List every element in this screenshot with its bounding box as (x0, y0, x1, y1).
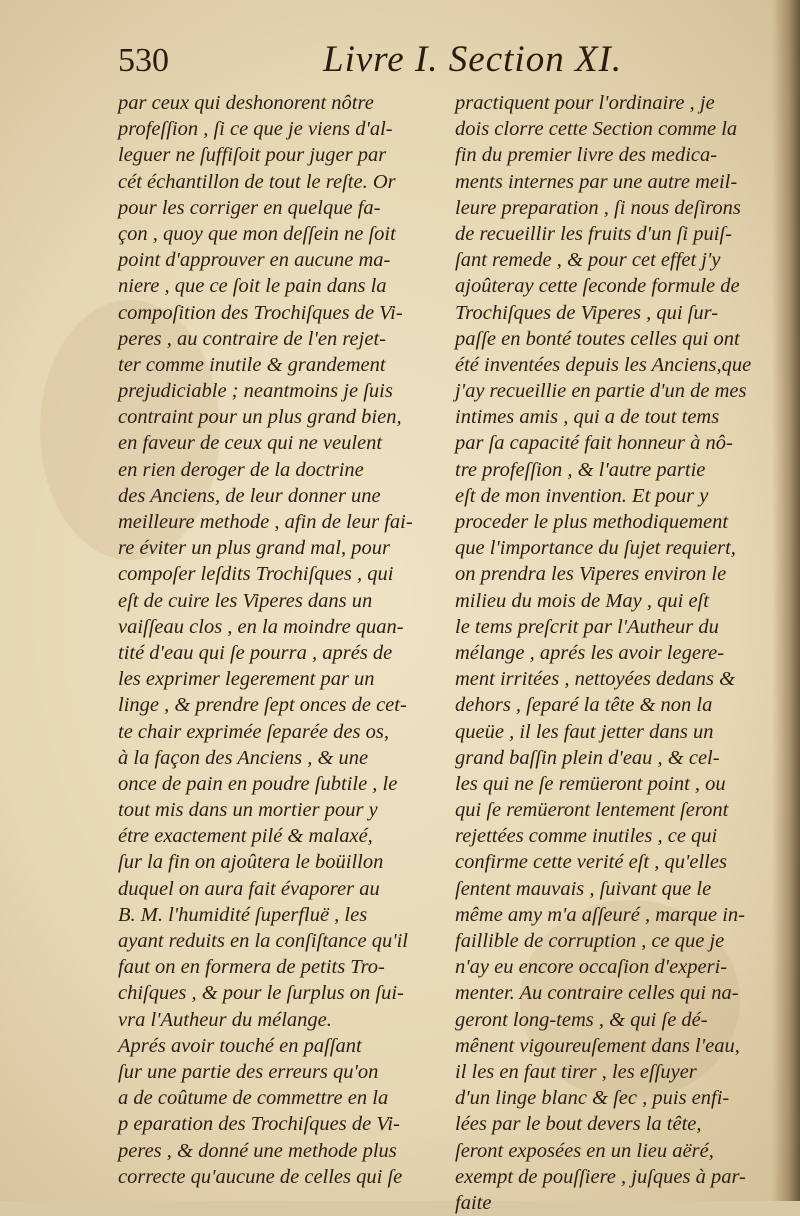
text-line: en rien deroger de la doctrine (118, 458, 364, 481)
text-line: exempt de pouſſiere , juſques à par- (455, 1165, 746, 1188)
text-line: tout mis dans un mortier pour y (118, 799, 378, 822)
text-column-left (118, 90, 433, 1190)
text-line: j'ay recueillie en partie d'un de mes (455, 380, 747, 403)
text-line: intimes amis , qui a de tout tems (455, 406, 720, 429)
text-line: point d'approuver en aucune ma- (118, 249, 391, 272)
text-line: meilleure methode , afin de leur fai- (118, 511, 413, 533)
text-line: faut on en formera de petits Tro- (118, 956, 385, 979)
text-line: même amy m'a aſſeuré , marque in- (455, 903, 745, 926)
text-line: ment irritées , nettoyées dedans & (455, 668, 736, 691)
text-line: tité d'eau qui ſe pourra , aprés de (118, 641, 393, 664)
text-line: ayant reduits en la conſiſtance qu'il (118, 930, 409, 952)
text-line: pour les corriger en quelque fa- (118, 196, 381, 219)
text-line: leguer ne ſuffiſoit pour juger par (118, 144, 387, 167)
text-line: ſeront exposées en un lieu aëré, (455, 1139, 714, 1162)
text-line: les qui ne ſe remüeront point , ou (455, 772, 726, 795)
text-line: geront long-tems , & qui ſe dé- (455, 1008, 708, 1031)
text-line: ajoûteray cette ſeconde formule de (455, 275, 740, 298)
text-line: vaiſſeau clos , en la moindre quan- (118, 615, 404, 638)
text-line: menter. Au contraire celles qui na- (455, 982, 739, 1005)
text-line: ſur la fin on ajoûtera le boüillon (118, 851, 384, 874)
text-line: once de pain en poudre ſubtile , le (118, 772, 398, 795)
text-line: milieu du mois de May , qui eſt (455, 589, 709, 612)
text-line: proceder le plus methodiquement (455, 511, 729, 533)
text-line: practiquent pour l'ordinaire , je (455, 92, 715, 114)
page-edge-shadow (772, 0, 800, 1201)
text-line: eſt de cuire les Viperes dans un (118, 589, 373, 612)
text-line: chiſques , & pour le ſurplus on ſui- (118, 982, 404, 1005)
text-line: étre exactement pilé & malaxé, (118, 825, 373, 848)
text-line: re éviter un plus grand mal, pour (118, 537, 390, 560)
text-line: confirme cette verité eſt , qu'elles (455, 851, 727, 874)
text-line: linge , & prendre ſept onces de cet- (118, 694, 407, 717)
text-line: il les en faut tirer , les eſſuyer (455, 1060, 697, 1083)
text-line: ſentent mauvais , ſuivant que le (455, 877, 712, 900)
text-line: Aprés avoir touché en paſſant (118, 1034, 362, 1057)
text-line: niere , que ce ſoit le pain dans la (118, 275, 387, 298)
text-line: prejudiciable ; neantmoins je ſuis (118, 380, 393, 403)
text-line: lées par le bout devers la tête, (455, 1113, 702, 1136)
text-line: paſſe en bonté toutes celles qui ont (455, 327, 740, 350)
text-line: profeſſion , ſi ce que je viens d'al- (118, 118, 393, 141)
text-line: compoſition des Trochiſques de Vi- (118, 301, 403, 324)
text-line: été inventées depuis les Anciens,que (455, 353, 752, 376)
page-header (118, 38, 758, 88)
text-line: peres , & donné une methode plus (118, 1139, 397, 1162)
text-line: p eparation des Trochiſques de Vi- (118, 1113, 400, 1136)
text-line: dehors , ſeparé la tête & non la (455, 694, 713, 717)
text-line: Trochiſques de Viperes , qui ſur- (455, 301, 719, 324)
text-line: eſt de mon invention. Et pour y (455, 484, 709, 507)
text-line: de recueillir les fruits d'un ſi puiſ- (455, 222, 732, 245)
text-line: on prendra les Viperes environ le (455, 563, 727, 586)
text-line: B. M. l'humidité ſuperfluë , les (118, 903, 368, 926)
text-line: leure preparation , ſi nous deſirons (455, 196, 741, 219)
text-line: grand baſſin plein d'eau , & cel- (455, 746, 720, 769)
text-line: contraint pour un plus grand bien, (118, 406, 402, 429)
text-line: qui ſe remüeront lentement ſeront (455, 799, 729, 822)
text-line: n'ay eu encore occaſion d'experi- (455, 956, 728, 979)
text-line: par ſa capacité fait honneur à nô- (455, 432, 733, 455)
text-line: mênent vigoureuſement dans l'eau, (455, 1034, 740, 1057)
running-head: Livre I. Section XI. (323, 39, 623, 80)
text-line: ſant remede , & pour cet effet j'y (455, 249, 721, 272)
text-line: par ceux qui deshonorent nôtre (118, 92, 374, 114)
text-line: a de coûtume de commettre en la (118, 1087, 389, 1110)
text-line: faillible de corruption , ce que je (455, 930, 725, 952)
text-line: le tems preſcrit par l'Autheur du (455, 615, 719, 638)
text-line: çon , quoy que mon deſſein ne ſoit (118, 222, 396, 245)
text-line: les exprimer legerement par un (118, 668, 375, 691)
text-line: tre profeſſion , & l'autre partie (455, 458, 706, 481)
text-line: à la façon des Anciens , & une (118, 746, 369, 769)
text-line: faite (455, 1191, 492, 1214)
text-line: fin du premier livre des medica- (455, 144, 718, 167)
text-line: mélange , aprés les avoir legere- (455, 641, 725, 664)
text-line: ter comme inutile & grandement (118, 353, 386, 376)
text-line: vra l'Autheur du mélange. (118, 1008, 332, 1031)
text-line: que l'importance du ſujet requiert, (455, 537, 736, 560)
text-line: te chair exprimée ſeparée des os, (118, 720, 389, 743)
text-line: peres , au contraire de l'en rejet- (118, 327, 386, 350)
text-line: d'un linge blanc & ſec , puis enfi- (455, 1087, 730, 1110)
text-line: dois clorre cette Section comme la (455, 118, 738, 141)
page-number: 530 (118, 42, 169, 79)
text-line: cét échantillon de tout le reſte. Or (118, 170, 396, 193)
text-line: compoſer leſdits Trochiſques , qui (118, 563, 394, 586)
text-line: des Anciens, de leur donner une (118, 484, 381, 507)
text-line: en faveur de ceux qui ne veulent (118, 432, 383, 455)
text-line: ſur une partie des erreurs qu'on (118, 1060, 379, 1083)
text-column-right (455, 90, 775, 1216)
text-line: duquel on aura fait évaporer au (118, 877, 380, 900)
text-line: correcte qu'aucune de celles qui ſe (118, 1165, 403, 1188)
text-line: rejettées comme inutiles , ce qui (455, 825, 718, 848)
text-line: ments internes par une autre meil- (455, 170, 738, 193)
text-line: queüe , il les faut jetter dans un (455, 720, 714, 743)
